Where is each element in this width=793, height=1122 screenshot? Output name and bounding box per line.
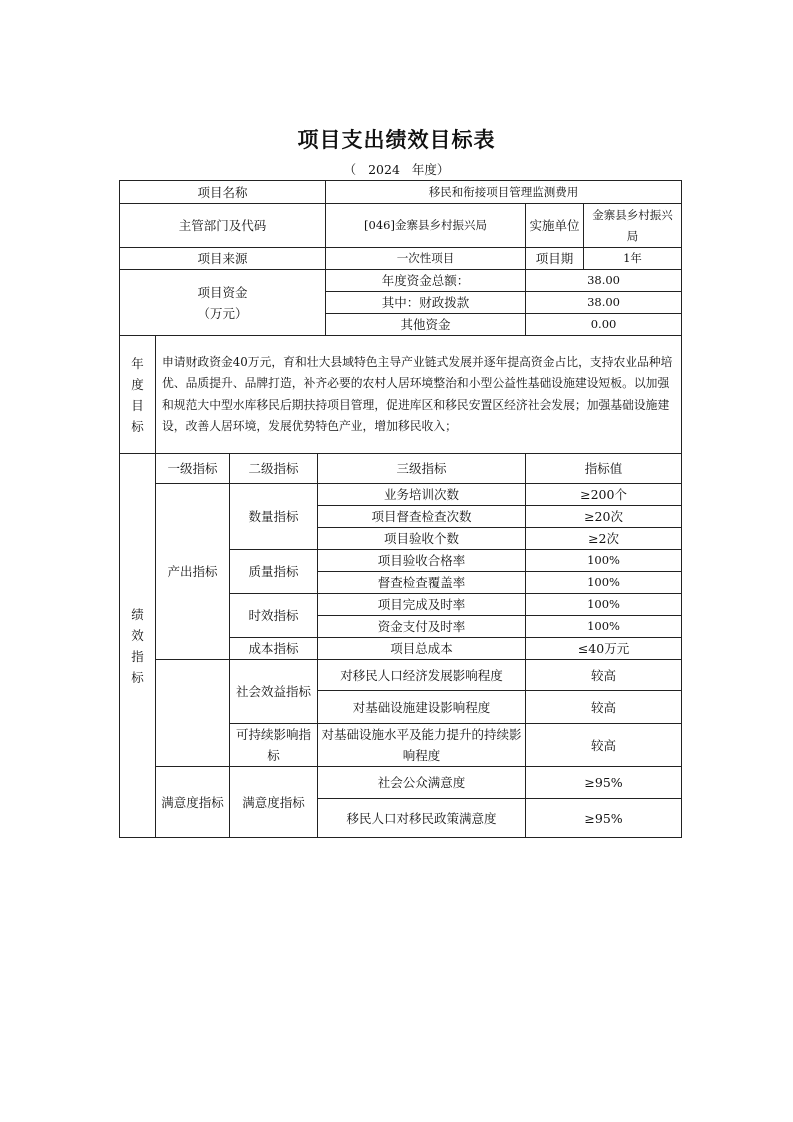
indicator-name: 对移民人口经济发展影响程度 <box>318 660 526 691</box>
indicator-value: ≥200个 <box>526 484 682 506</box>
project-name-value: 移民和衔接项目管理监测费用 <box>326 181 682 204</box>
satisfaction-indicator: 满意度指标 <box>156 767 230 838</box>
indicator-name: 业务培训次数 <box>318 484 526 506</box>
indicator-value: 较高 <box>526 691 682 724</box>
header-level1: 一级指标 <box>156 454 230 484</box>
indicator-name: 项目验收个数 <box>318 528 526 550</box>
indicator-value: ≥95% <box>526 767 682 799</box>
fund-fiscal-value: 38.00 <box>526 292 682 314</box>
fund-label <box>120 270 326 336</box>
indicator-value: 100% <box>526 594 682 616</box>
fund-fiscal-label: 其中：财政拨款 <box>326 292 526 314</box>
indicator-value: 100% <box>526 616 682 638</box>
indicator-name: 资金支付及时率 <box>318 616 526 638</box>
indicator-value: 100% <box>526 572 682 594</box>
social-benefit-indicator: 社会效益指标 <box>230 660 318 724</box>
quality-indicator: 质量指标 <box>230 550 318 594</box>
indicator-name: 对基础设施建设影响程度 <box>318 691 526 724</box>
sustainable-impact-indicator: 可持续影响指标 <box>230 724 318 767</box>
period-label: 项目期 <box>526 248 584 270</box>
indicator-name: 项目总成本 <box>318 638 526 660</box>
annual-goal-text: 申请财政资金40万元，育和壮大县域特色主导产业链式发展并逐年提高资金占比，支持农业品种培优、品质提升、品牌打造，补齐必要的农村人居环境整治和小型公益性基础设施建设短板。以加强和规范大中型水库移民后期扶持项目管理，促进库区和移民安置区经济社会发展；加强基础设施建设，改善人居环境，发展优势特色产业，增加移民收入； <box>156 336 682 454</box>
fund-label-text: 项目资金 <box>197 284 248 300</box>
source-value: 一次性项目 <box>326 248 526 270</box>
impl-unit-value: 金寨县乡村振兴局 <box>584 204 682 248</box>
project-name-label: 项目名称 <box>120 181 326 204</box>
year-close: 年度） <box>411 162 450 177</box>
indicator-name: 项目验收合格率 <box>318 550 526 572</box>
indicator-value: 100% <box>526 550 682 572</box>
indicator-name: 项目完成及时率 <box>318 594 526 616</box>
indicator-name: 对基础设施水平及能力提升的持续影响程度 <box>318 724 526 767</box>
satisfaction-sub-indicator: 满意度指标 <box>230 767 318 838</box>
indicator-value: ≥2次 <box>526 528 682 550</box>
indicator-name: 移民人口对移民政策满意度 <box>318 799 526 838</box>
source-label: 项目来源 <box>120 248 326 270</box>
quantity-indicator: 数量指标 <box>230 484 318 550</box>
performance-goal-table <box>119 180 682 838</box>
indicator-value: 较高 <box>526 660 682 691</box>
header-value: 指标值 <box>526 454 682 484</box>
header-level2: 二级指标 <box>230 454 318 484</box>
timeliness-indicator: 时效指标 <box>230 594 318 638</box>
perf-indicators-label <box>120 454 156 838</box>
fund-unit: （万元） <box>197 305 248 321</box>
dept-value: [046]金寨县乡村振兴局 <box>326 204 526 248</box>
effect-indicator-empty <box>156 660 230 767</box>
indicator-name: 督查检查覆盖率 <box>318 572 526 594</box>
indicator-value: ≤40万元 <box>526 638 682 660</box>
dept-label: 主管部门及代码 <box>120 204 326 248</box>
fund-other-value: 0.00 <box>526 314 682 336</box>
fund-total-value: 38.00 <box>526 270 682 292</box>
indicator-value: ≥95% <box>526 799 682 838</box>
fund-total-label: 年度资金总额： <box>326 270 526 292</box>
impl-unit-label: 实施单位 <box>526 204 584 248</box>
cost-indicator: 成本指标 <box>230 638 318 660</box>
header-level3: 三级指标 <box>318 454 526 484</box>
indicator-name: 项目督查检查次数 <box>318 506 526 528</box>
annual-goal-label-text: 年 度 目 标 <box>131 355 144 434</box>
year-open: （ <box>343 162 357 177</box>
indicator-value: ≥20次 <box>526 506 682 528</box>
indicator-value: 较高 <box>526 724 682 767</box>
annual-goal-label <box>120 336 156 454</box>
fund-other-label: 其他资金 <box>326 314 526 336</box>
perf-indicators-label-text: 绩 效 指 标 <box>131 606 144 685</box>
period-value: 1年 <box>584 248 682 270</box>
page-title: 项目支出绩效目标表 <box>297 128 496 152</box>
indicator-name: 社会公众满意度 <box>318 767 526 799</box>
year-value: 2024 <box>368 162 400 177</box>
fiscal-year <box>0 160 793 178</box>
output-indicator: 产出指标 <box>156 484 230 660</box>
